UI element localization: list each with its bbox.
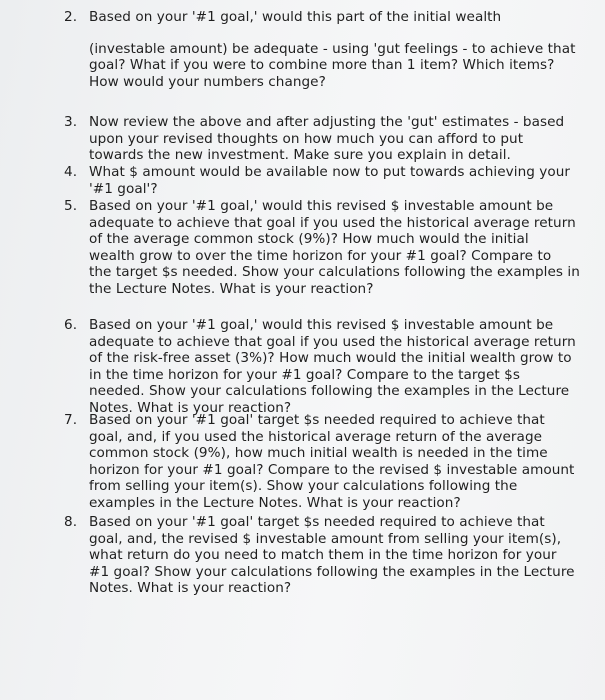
question-number: 7.: [64, 412, 78, 428]
question-text: [89, 164, 590, 197]
question-text: [89, 114, 590, 164]
question-number: 4.: [64, 164, 78, 180]
question-line: goal? What if you were to combine more than 1 item? Which items?: [89, 57, 555, 74]
question-text: [89, 412, 590, 512]
question-line: needed. Show your calculations following the examples in the Lecture: [89, 383, 570, 400]
question-8: [64, 514, 590, 597]
question-line: goal, and, the revised $ investable amount from selling your item(s),: [89, 530, 562, 547]
question-line: How would your numbers change?: [89, 73, 326, 90]
question-number: 8.: [64, 514, 78, 530]
question-text: [89, 317, 590, 417]
question-number: 2.: [64, 9, 78, 25]
question-number: 6.: [64, 317, 78, 333]
question-4: [64, 164, 590, 197]
question-5: [64, 198, 590, 298]
question-line: #1 goal? Show your calculations following the examples in the Lecture: [89, 563, 575, 580]
question-line: goal, and, if you used the historical average return of the average: [89, 428, 543, 445]
question-line: Based on your '#1 goal,' would this part of the initial wealth: [89, 9, 502, 25]
question-line: horizon for your #1 goal? Compare to the revised $ investable amount: [89, 461, 575, 478]
question-line: What $ amount would be available now to put towards achieving your: [89, 164, 571, 180]
question-line: Now review the above and after adjusting the 'gut' estimates - based: [89, 114, 565, 130]
question-line: (investable amount) be adequate - using 'gut feelings - to achieve that: [89, 40, 576, 57]
question-line: Notes. What is your reaction?: [89, 580, 292, 597]
question-line: of the risk-free asset (3%)? How much would the initial wealth grow to: [89, 350, 572, 367]
question-line: Based on your '#1 goal' target $s needed required to achieve that: [89, 514, 545, 530]
question-line: adequate to achieve that goal if you used the historical average return: [89, 333, 576, 350]
question-line: upon your revised thoughts on how much you can afford to put: [89, 130, 524, 147]
question-line: the Lecture Notes. What is your reaction?: [89, 280, 374, 297]
question-line: examples in the Lecture Notes. What is your reaction?: [89, 494, 461, 511]
question-line: from selling your item(s). Show your calculations following the: [89, 478, 518, 495]
question-2: [64, 9, 590, 90]
question-line: Based on your '#1 goal,' would this revised $ investable amount be: [89, 198, 554, 214]
question-7: [64, 412, 590, 512]
question-line: common stock (9%), how much initial wealth is needed in the time: [89, 445, 548, 462]
question-3: [64, 114, 590, 164]
question-line: the target $s needed. Show your calculations following the examples in: [89, 264, 580, 281]
question-line: wealth grow to over the time horizon for your #1 goal? Compare to: [89, 247, 552, 264]
question-6: [64, 317, 590, 417]
question-line: what return do you need to match them in the time horizon for your: [89, 547, 557, 564]
question-line: Notes. What is your reaction?: [89, 399, 292, 416]
question-line: Based on your '#1 goal,' would this revised $ investable amount be: [89, 317, 554, 333]
question-text: [89, 198, 590, 298]
question-number: 5.: [64, 198, 78, 214]
question-number: 3.: [64, 114, 78, 130]
question-line: adequate to achieve that goal if you used the historical average return: [89, 214, 576, 231]
question-line: Based on your '#1 goal' target $s needed required to achieve that: [89, 412, 545, 428]
question-line: of the average common stock (9%)? How much would the initial: [89, 231, 529, 248]
question-line: '#1 goal'?: [89, 180, 158, 197]
question-text: [89, 514, 590, 597]
question-line: in the time horizon for your #1 goal? Compare to the target $s: [89, 366, 520, 383]
question-line: towards the new investment. Make sure you explain in detail.: [89, 147, 511, 164]
question-text: [89, 9, 590, 90]
